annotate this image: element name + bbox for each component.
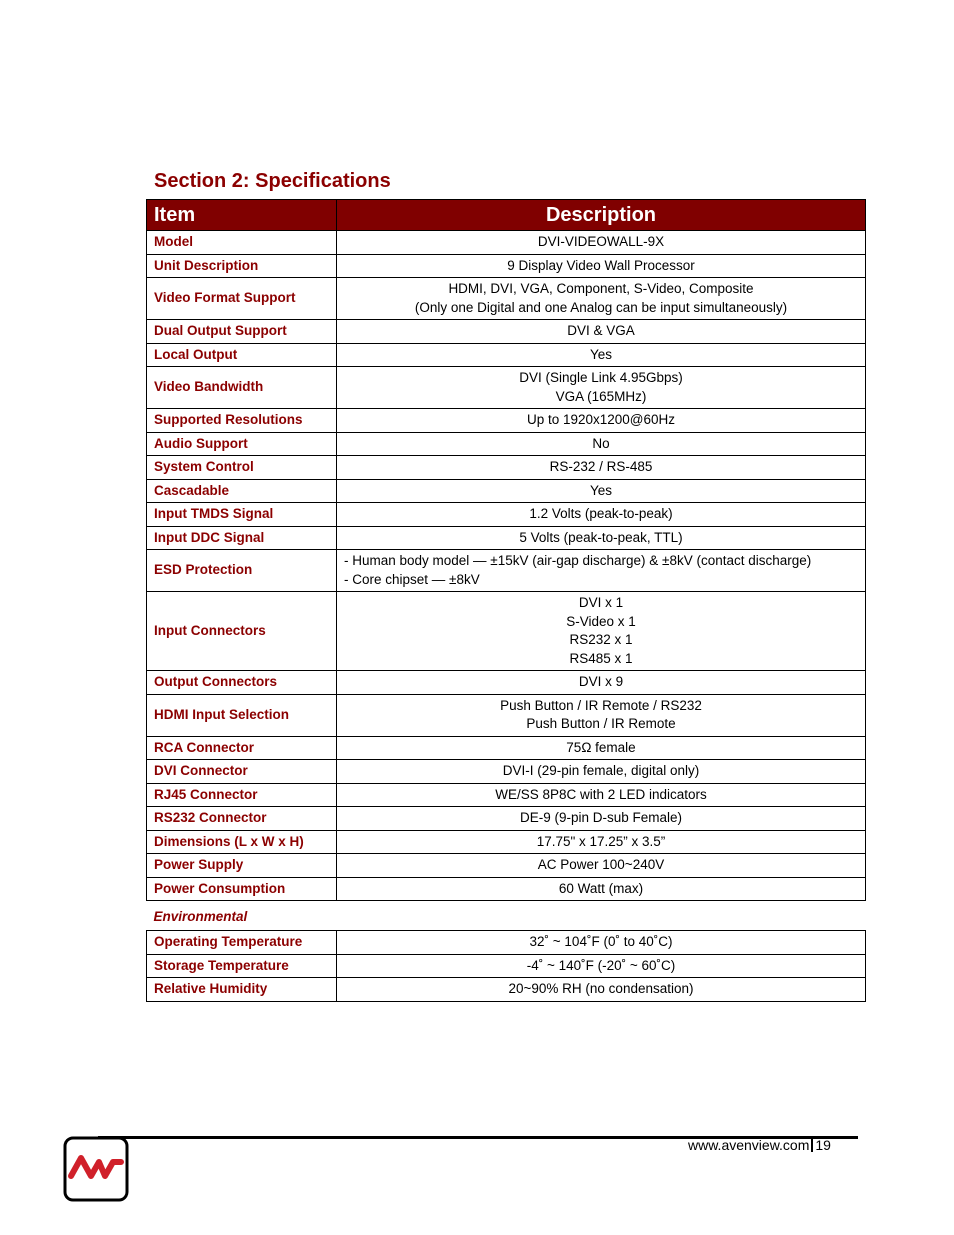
spec-item: Input Connectors [147, 592, 337, 671]
description-line: S-Video x 1 [566, 613, 636, 629]
table-row [147, 526, 866, 550]
spec-description [337, 978, 866, 1002]
spec-description [337, 783, 866, 807]
description-line: 17.75" x 17.25” x 3.5” [536, 833, 666, 849]
spec-item: Unit Description [147, 254, 337, 278]
table-row [147, 783, 866, 807]
spec-item: System Control [147, 456, 337, 480]
spec-item: Audio Support [147, 432, 337, 456]
table-row [147, 694, 866, 736]
table-row [147, 954, 866, 978]
description-line: RS232 x 1 [569, 632, 633, 647]
description-line: HDMI, DVI, VGA, Component, S-Video, Composite [448, 281, 754, 296]
section-title: Section 2: Specifications [154, 170, 391, 192]
description-line: RS-232 / RS-485 [549, 459, 653, 474]
table-row [147, 760, 866, 784]
header-item: Item [147, 200, 337, 231]
spec-description [337, 526, 866, 550]
description-line: Yes [589, 346, 613, 362]
description-line: 20~90% RH (no condensation) [508, 981, 694, 996]
spec-description [337, 432, 866, 456]
spec-description [337, 278, 866, 320]
spec-item: Storage Temperature [147, 954, 337, 978]
table-row [147, 736, 866, 760]
environmental-label: Environmental [147, 901, 866, 931]
description-line: No [592, 435, 610, 451]
spec-item: Model [147, 231, 337, 255]
spec-description [337, 367, 866, 409]
description-line: DVI x 1 [578, 595, 624, 610]
footer-separator [811, 1137, 813, 1152]
spec-description [337, 671, 866, 695]
description-line: - Human body model — ±15kV (air-gap discharge) & ±8kV (contact discharge) [344, 553, 812, 568]
spec-description [337, 503, 866, 527]
description-line: 1.2 Volts (peak-to-peak) [529, 506, 673, 521]
spec-description [337, 954, 866, 978]
spec-item: Video Format Support [147, 278, 337, 320]
spec-item: Power Consumption [147, 877, 337, 901]
description-line: 5 Volts (peak-to-peak, TTL) [519, 529, 683, 545]
table-row [147, 854, 866, 878]
table-row [147, 278, 866, 320]
spec-item: ESD Protection [147, 550, 337, 592]
description-line: 60 Watt (max) [558, 880, 644, 896]
spec-item: Video Bandwidth [147, 367, 337, 409]
table-row [147, 807, 866, 831]
spec-description [337, 231, 866, 255]
table-row [147, 503, 866, 527]
description-line: DVI (Single Link 4.95Gbps) [519, 370, 683, 385]
table-row [147, 830, 866, 854]
spec-description [337, 877, 866, 901]
description-line: VGA (165MHz) [555, 388, 647, 404]
table-row [147, 877, 866, 901]
table-row [147, 931, 866, 955]
description-line: RS485 x 1 [569, 650, 633, 666]
spec-description [337, 760, 866, 784]
description-line: DVI x 9 [578, 674, 624, 689]
table-header-row [147, 200, 866, 231]
spec-item: HDMI Input Selection [147, 694, 337, 736]
spec-item: Supported Resolutions [147, 409, 337, 433]
spec-description [337, 456, 866, 480]
description-line: DVI-I (29-pin female, digital only) [502, 763, 700, 778]
table-row [147, 671, 866, 695]
spec-description [337, 931, 866, 955]
spec-item: Cascadable [147, 479, 337, 503]
table-row [147, 409, 866, 433]
description-line: DVI-VIDEOWALL-9X [537, 234, 665, 249]
description-line: Yes [589, 482, 613, 498]
table-row [147, 254, 866, 278]
spec-item: RS232 Connector [147, 807, 337, 831]
spec-description [337, 254, 866, 278]
footer-website: www.avenview.com [688, 1137, 810, 1153]
spec-item: Dimensions (L x W x H) [147, 830, 337, 854]
spec-item: Local Output [147, 343, 337, 367]
table-row [147, 550, 866, 592]
spec-item: Input DDC Signal [147, 526, 337, 550]
spec-description [337, 830, 866, 854]
header-description: Description [337, 200, 866, 231]
table-row [147, 592, 866, 671]
environmental-row [147, 901, 866, 931]
spec-item: Relative Humidity [147, 978, 337, 1002]
table-row [147, 456, 866, 480]
spec-description [337, 320, 866, 344]
spec-description [337, 592, 866, 671]
table-row [147, 320, 866, 344]
spec-item: RCA Connector [147, 736, 337, 760]
spec-description [337, 736, 866, 760]
spec-description [337, 854, 866, 878]
spec-item: DVI Connector [147, 760, 337, 784]
description-line: Push Button / IR Remote / RS232 [500, 697, 702, 713]
table-row [147, 343, 866, 367]
table-row [147, 479, 866, 503]
footer-text [688, 1137, 831, 1153]
description-line: -4˚ ~ 140˚F (-20˚ ~ 60˚C) [526, 957, 676, 973]
description-line: 75Ω female [566, 739, 636, 755]
spec-item: Power Supply [147, 854, 337, 878]
description-line: DE-9 (9-pin D-sub Female) [519, 810, 683, 825]
table-row [147, 231, 866, 255]
table-row [147, 432, 866, 456]
spec-description [337, 694, 866, 736]
spec-item: Dual Output Support [147, 320, 337, 344]
spec-description [337, 807, 866, 831]
description-line: (Only one Digital and one Analog can be input simultaneously) [414, 299, 788, 315]
spec-description [337, 343, 866, 367]
description-line: 9 Display Video Wall Processor [507, 257, 695, 273]
description-line: AC Power 100~240V [537, 857, 665, 872]
spec-description [337, 550, 866, 592]
specifications-table [146, 199, 866, 1002]
spec-item: Output Connectors [147, 671, 337, 695]
table-row [147, 978, 866, 1002]
description-line: 32˚ ~ 104˚F (0˚ to 40˚C) [529, 934, 673, 949]
description-line: - Core chipset — ±8kV [344, 571, 480, 587]
description-line: Up to 1920x1200@60Hz [526, 412, 676, 427]
spec-item: RJ45 Connector [147, 783, 337, 807]
spec-description [337, 409, 866, 433]
table-row [147, 367, 866, 409]
footer-page-number: 19 [815, 1137, 831, 1153]
description-line: WE/SS 8P8C with 2 LED indicators [495, 786, 707, 802]
spec-description [337, 479, 866, 503]
description-line: DVI & VGA [567, 323, 635, 338]
spec-item: Input TMDS Signal [147, 503, 337, 527]
avenview-logo-icon [63, 1136, 129, 1202]
description-line: Push Button / IR Remote [526, 716, 676, 731]
spec-item: Operating Temperature [147, 931, 337, 955]
